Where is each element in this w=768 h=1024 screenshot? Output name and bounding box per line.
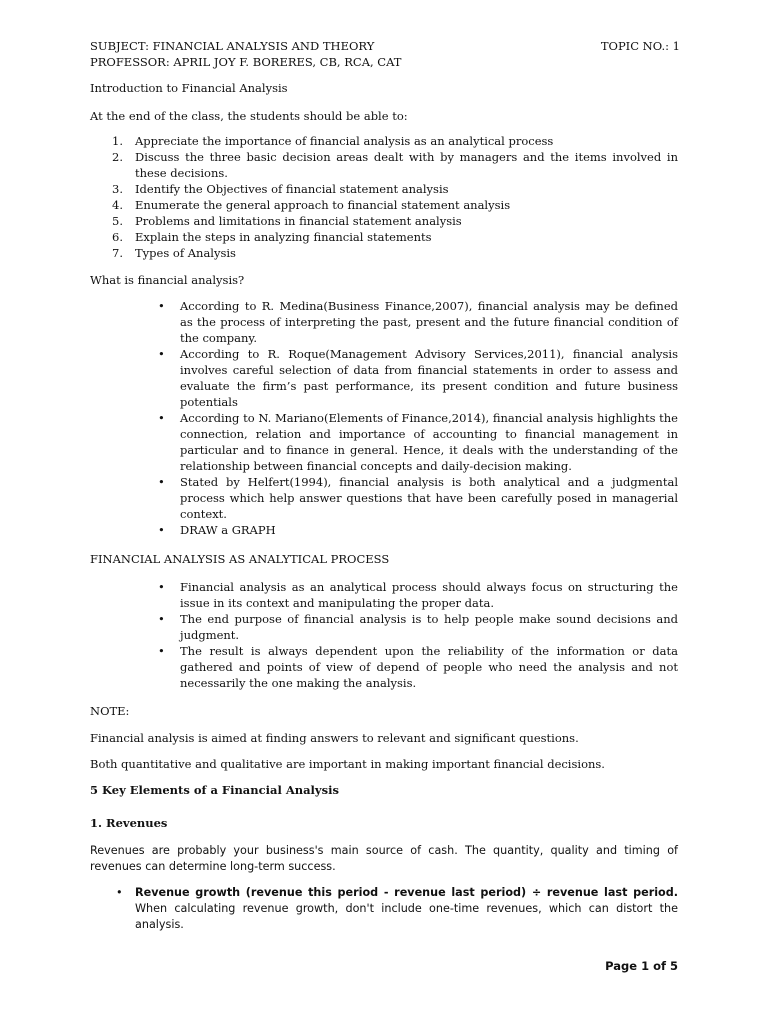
key-elements-title: 5 Key Elements of a Financial Analysis: [90, 783, 339, 797]
bullet-icon: •: [158, 411, 165, 425]
bullet-icon: •: [158, 299, 165, 313]
bullet-icon: •: [158, 580, 165, 594]
revenue-growth-note: When calculating revenue growth, don't include one-time revenues, which can distort the analysis.: [135, 902, 678, 931]
list-item: 1. Appreciate the importance of financial analysis as an analytical process: [112, 134, 554, 148]
list-item: 2. Discuss the three basic decision areas dealt with by managers and the items involved in these decisions.: [112, 150, 678, 180]
list-item: • Financial analysis as an analytical process should always focus on structuring the issue in its context and manipulating the proper data.: [90, 579, 678, 611]
list-item: 3. Identify the Objectives of financial statement analysis: [112, 182, 449, 196]
list-item: • DRAW a GRAPH: [90, 522, 678, 538]
note-label: NOTE:: [90, 704, 130, 718]
list-item: • According to N. Mariano(Elements of Finance,2014), financial analysis highlights the connection, relation and importance of accounting to financial management in particular and to finance in general. Hence, it deals with the understanding of the relationship between financial concepts and daily-decision making.: [90, 410, 678, 474]
objectives-lead: At the end of the class, the students should be able to:: [90, 109, 408, 123]
bullet-icon: •: [158, 523, 165, 537]
revenues-text: Revenues are probably your business's main source of cash. The quantity, quality and timing of revenues can determine long-term success.: [90, 844, 678, 873]
revenues-title: 1. Revenues: [90, 816, 168, 830]
note-1: Financial analysis is aimed at finding answers to relevant and significant questions.: [90, 731, 579, 745]
list-item: [90, 885, 678, 933]
bullet-icon: •: [158, 347, 165, 361]
professor-line: PROFESSOR: APRIL JOY F. BORERES, CB, RCA, CAT: [90, 55, 402, 69]
objectives-list: [90, 133, 678, 261]
intro-title: Introduction to Financial Analysis: [90, 81, 288, 95]
list-item: 7. Types of Analysis: [112, 246, 236, 260]
page-number: Page 1 of 5: [605, 959, 678, 973]
revenue-growth-list: [90, 885, 678, 933]
list-item: • According to R. Medina(Business Finance,2007), financial analysis may be defined as the process of interpreting the past, present and the future financial condition of the company.: [90, 298, 678, 346]
bullet-icon: •: [158, 644, 165, 658]
bullet-icon: •: [116, 886, 123, 899]
list-item: • According to R. Roque(Management Advisory Services,2011), financial analysis involves careful selection of data from financial statements in order to assess and evaluate the firm’s past performance, its present condition and future business potentials: [90, 346, 678, 410]
list-item: 4. Enumerate the general approach to financial statement analysis: [112, 198, 511, 212]
list-item: • The end purpose of financial analysis is to help people make sound decisions and judgment.: [90, 611, 678, 643]
what-is-title: What is financial analysis?: [90, 273, 245, 287]
list-item: 5. Problems and limitations in financial statement analysis: [112, 214, 462, 228]
bullet-icon: •: [158, 475, 165, 489]
list-item: 6. Explain the steps in analyzing financial statements: [112, 230, 432, 244]
analytical-title: FINANCIAL ANALYSIS AS ANALYTICAL PROCESS: [90, 552, 390, 566]
analytical-points-list: [90, 579, 678, 691]
note-2: Both quantitative and qualitative are important in making important financial decisions.: [90, 757, 605, 771]
definitions-list: [90, 298, 678, 538]
list-item: • The result is always dependent upon the reliability of the information or data gathered and points of view of depend of people who need the analysis and not necessarily the one making the analysis.: [90, 643, 678, 691]
document-header: [90, 38, 680, 70]
subject-line: SUBJECT: FINANCIAL ANALYSIS AND THEORY: [90, 39, 375, 53]
topic-number: TOPIC NO.: 1: [600, 39, 680, 53]
list-item: • Stated by Helfert(1994), financial analysis is both analytical and a judgmental process which help answer questions that have been carefully posed in managerial context.: [90, 474, 678, 522]
bullet-icon: •: [158, 612, 165, 626]
revenue-growth-formula: Revenue growth (revenue this period - revenue last period) ÷ revenue last period.: [135, 886, 678, 899]
